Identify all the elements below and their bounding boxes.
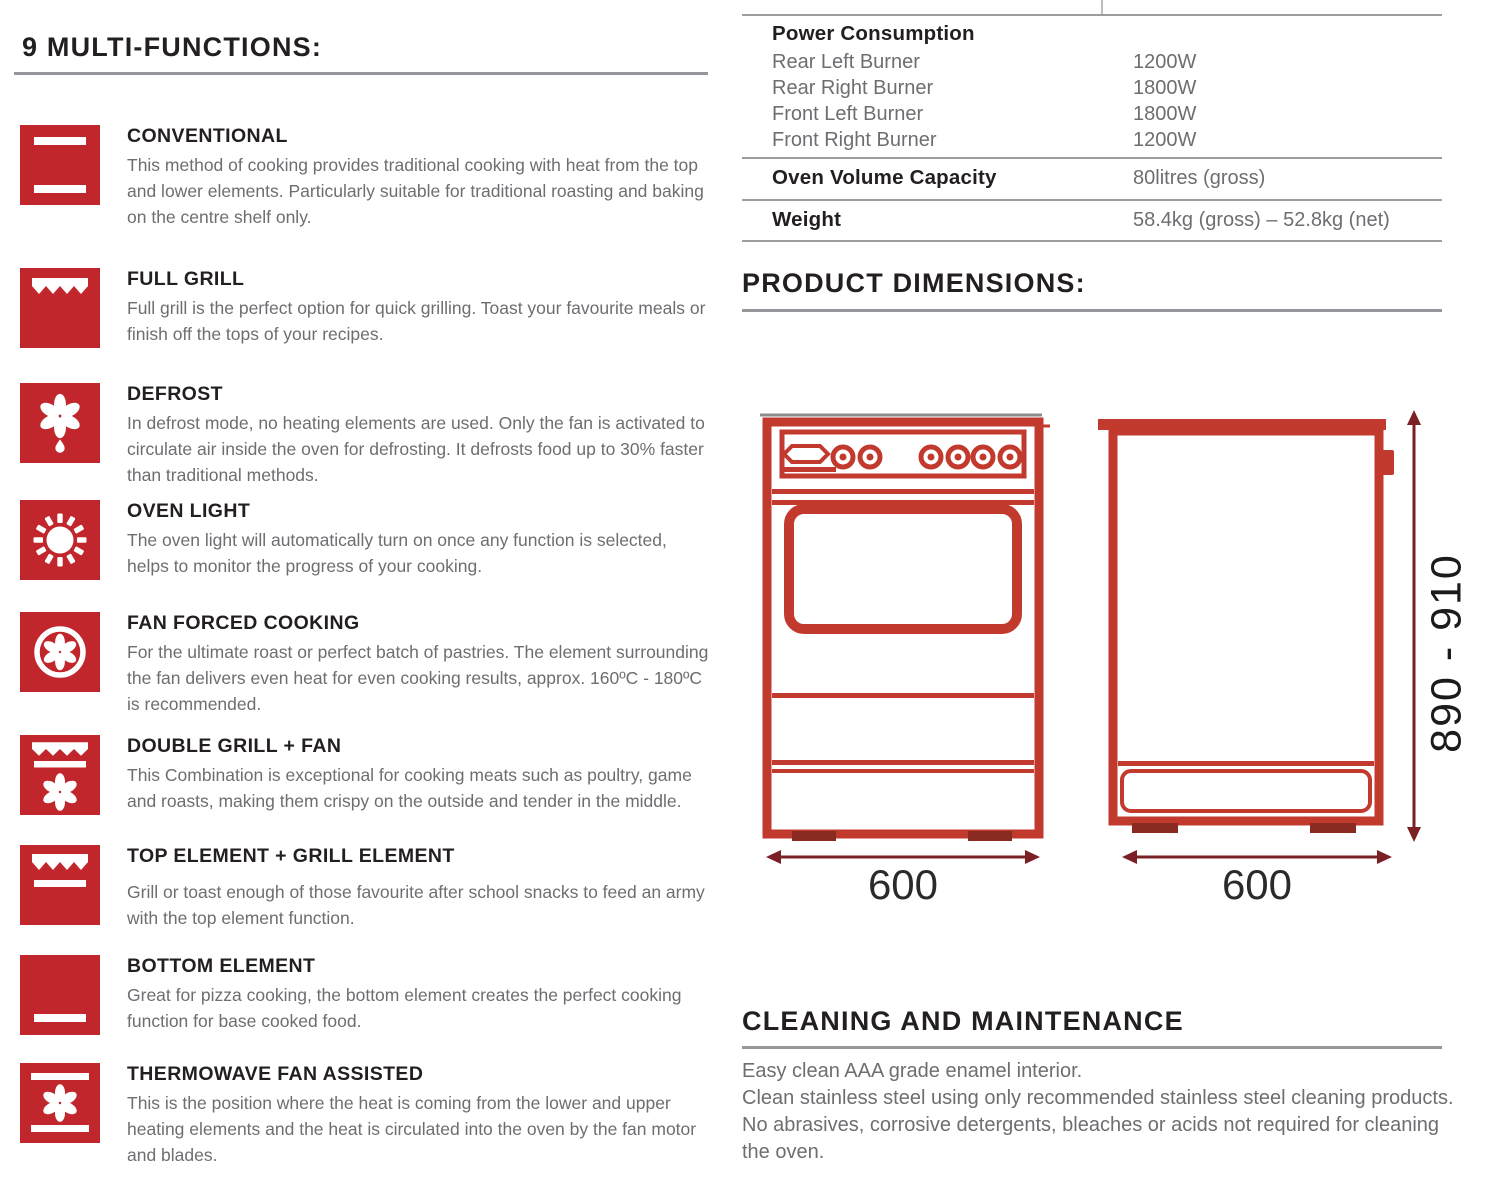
spec-row-value: 1200W bbox=[1133, 129, 1197, 151]
function-item-fan-forced bbox=[20, 612, 712, 717]
function-desc: Great for pizza cooking, the bottom element creates the perfect cooking function for base cooked food. bbox=[127, 985, 682, 1031]
function-text bbox=[127, 955, 712, 1035]
function-title: DOUBLE GRILL + FAN bbox=[127, 735, 342, 757]
function-desc: The oven light will automatically turn on once any function is selected, helps to monitor the progress of your cooking. bbox=[127, 530, 667, 576]
oven-light-icon bbox=[20, 500, 100, 580]
function-title: THERMOWAVE FAN ASSISTED bbox=[127, 1063, 424, 1085]
oven-volume-label: Oven Volume Capacity bbox=[772, 166, 997, 189]
function-text bbox=[127, 845, 712, 931]
oven-side-view-drawing bbox=[1094, 410, 1400, 844]
function-item-oven-light bbox=[20, 500, 712, 580]
cleaning-line-2: Clean stainless steel using only recommended stainless steel cleaning products. No abrasives, corrosive detergents, bleaches or acids not required for cleaning the oven. bbox=[742, 1087, 1454, 1163]
function-title: OVEN LIGHT bbox=[127, 500, 251, 522]
oven-spec-sheet-page: 9 MULTI-FUNCTIONS: CONVENTIONAL This method of cooking provides traditional cooking with heat from the top and lower elements. Particularly suitable for traditional roasting and baking on the centre shelf only. FULL GRILL Full grill is the perfect option for quick grilling. Toast your favourite meals or finish off the tops of your recipes. DEFROST In defrost mode, no heating elements are used. Only the fan is activated to circulate air inside the oven for defrosting. It defrosts food up to 30% faster than traditional methods. OVEN LIGHT The oven light will automatically turn on once any function is selected, helps to monitor the progress of your cooking. FAN FORCED COOKING For the ultimate roast or perfect batch of pastries. The element surrounding the fan delivers even heat for even cooking results, approx. 160ºC - 180ºC is recommended. DOUBLE GRILL + FAN This Combination is exceptional for cooking meats such as poultry, game and roasts, making them crispy on the outside and tender in the middle. TOP ELEMENT + GRILL ELEMENT Grill or toast enough of those favourite after school snacks to feed an army with the top element function. BOTTOM ELEMENT Great for pizza cooking, the bottom element creates the perfect cooking function for base cooked food. THERMOWAVE FAN ASSISTED This is the position where the heat is coming from the lower and upper heating elements and the heat is circulated into the oven by the fan motor and blades. Power Consumption Rear Left Burner 1200W Rear Right Burner 1800W Front Left Burner 1800W Front Right Burner 1200W Oven Volume Capacity 80litres (gross) Weight 58.4kg (gross) – 52.8kg (net) PRODUCT DIMENSIONS: 890 - 910 600 600 CLEANING AND MAINTENANCE Easy clean AAA grade enamel interior. Clean stainless steel using only recommended stainless steel cleaning products. No abrasives, corrosive detergents, bleaches or acids not required for cleaning the oven. bbox=[0, 0, 1500, 1182]
function-item-conventional bbox=[20, 125, 712, 230]
function-title: TOP ELEMENT + GRILL ELEMENT bbox=[127, 845, 455, 867]
cleaning-heading: CLEANING AND MAINTENANCE bbox=[742, 1006, 1184, 1036]
function-item-thermowave bbox=[20, 1063, 712, 1168]
function-text bbox=[127, 735, 712, 815]
spec-row-label: Rear Right Burner bbox=[772, 77, 934, 99]
spec-row-value: 1800W bbox=[1133, 103, 1197, 125]
spec-row-label: Rear Left Burner bbox=[772, 51, 920, 73]
section-divider bbox=[742, 309, 1442, 312]
function-title: BOTTOM ELEMENT bbox=[127, 955, 316, 977]
conventional-mode-icon bbox=[20, 125, 100, 205]
thermowave-fan-icon bbox=[20, 1063, 100, 1143]
function-item-top-element-grill bbox=[20, 845, 712, 931]
function-desc: Full grill is the perfect option for quick grilling. Toast your favourite meals or finish off the tops of your recipes. bbox=[127, 298, 706, 344]
function-text bbox=[127, 268, 712, 348]
spec-row-value: 1800W bbox=[1133, 77, 1197, 99]
defrost-icon bbox=[20, 383, 100, 463]
section-divider bbox=[14, 72, 708, 75]
product-dimensions-heading: PRODUCT DIMENSIONS: bbox=[742, 268, 1086, 298]
function-desc: For the ultimate roast or perfect batch of pastries. The element surrounding the fan delivers even heat for even cooking results, approx. 160ºC - 180ºC is recommended. bbox=[127, 642, 709, 714]
front-width-label: 600 bbox=[867, 861, 939, 908]
section-divider bbox=[742, 1046, 1442, 1049]
function-title: DEFROST bbox=[127, 383, 223, 405]
power-consumption-header: Power Consumption bbox=[772, 22, 975, 45]
function-text bbox=[127, 1063, 712, 1168]
function-text bbox=[127, 125, 712, 230]
spec-row-value: 1200W bbox=[1133, 51, 1197, 73]
double-grill-fan-icon bbox=[20, 735, 100, 815]
function-title: FULL GRILL bbox=[127, 268, 245, 290]
function-desc: This is the position where the heat is coming from the lower and upper heating elements and the heat is circulated into the oven by the fan motor and blades. bbox=[127, 1093, 697, 1165]
function-item-defrost bbox=[20, 383, 712, 488]
function-desc: This Combination is exceptional for cooking meats such as poultry, game and roasts, making them crispy on the outside and tender in the middle. bbox=[127, 765, 692, 811]
oven-front-view-drawing bbox=[758, 410, 1050, 844]
table-border bbox=[742, 199, 1442, 201]
spec-row-label: Front Left Burner bbox=[772, 103, 924, 125]
cleaning-line-1: Easy clean AAA grade enamel interior. bbox=[742, 1060, 1083, 1082]
multi-functions-heading: 9 MULTI-FUNCTIONS: bbox=[22, 32, 323, 62]
function-item-bottom-element bbox=[20, 955, 712, 1035]
table-border bbox=[742, 157, 1442, 159]
function-desc: Grill or toast enough of those favourite after school snacks to feed an army with the top element function. bbox=[127, 882, 705, 928]
side-depth-label: 600 bbox=[1221, 861, 1293, 908]
function-item-double-grill-fan bbox=[20, 735, 712, 815]
function-text bbox=[127, 383, 712, 488]
function-text bbox=[127, 612, 712, 717]
weight-label: Weight bbox=[772, 208, 842, 231]
fan-forced-icon bbox=[20, 612, 100, 692]
function-text bbox=[127, 500, 712, 580]
function-title: FAN FORCED COOKING bbox=[127, 612, 360, 634]
table-border bbox=[742, 240, 1442, 242]
bottom-element-icon bbox=[20, 955, 100, 1035]
top-element-grill-icon bbox=[20, 845, 100, 925]
function-item-full-grill bbox=[20, 268, 712, 348]
spec-table bbox=[742, 0, 1442, 244]
table-border bbox=[742, 14, 1442, 16]
function-title: CONVENTIONAL bbox=[127, 125, 288, 147]
full-grill-icon bbox=[20, 268, 100, 348]
function-desc: In defrost mode, no heating elements are used. Only the fan is activated to circulate air inside the oven for defrosting. It defrosts food up to 30% faster than traditional methods. bbox=[127, 413, 705, 485]
table-column-tick bbox=[1101, 0, 1103, 14]
weight-value: 58.4kg (gross) – 52.8kg (net) bbox=[1133, 209, 1390, 231]
function-desc: This method of cooking provides traditional cooking with heat from the top and lower elements. Particularly suitable for traditional roasting and baking on the centre shelf only. bbox=[127, 155, 704, 227]
spec-row-label: Front Right Burner bbox=[772, 129, 937, 151]
oven-volume-value: 80litres (gross) bbox=[1133, 167, 1266, 189]
